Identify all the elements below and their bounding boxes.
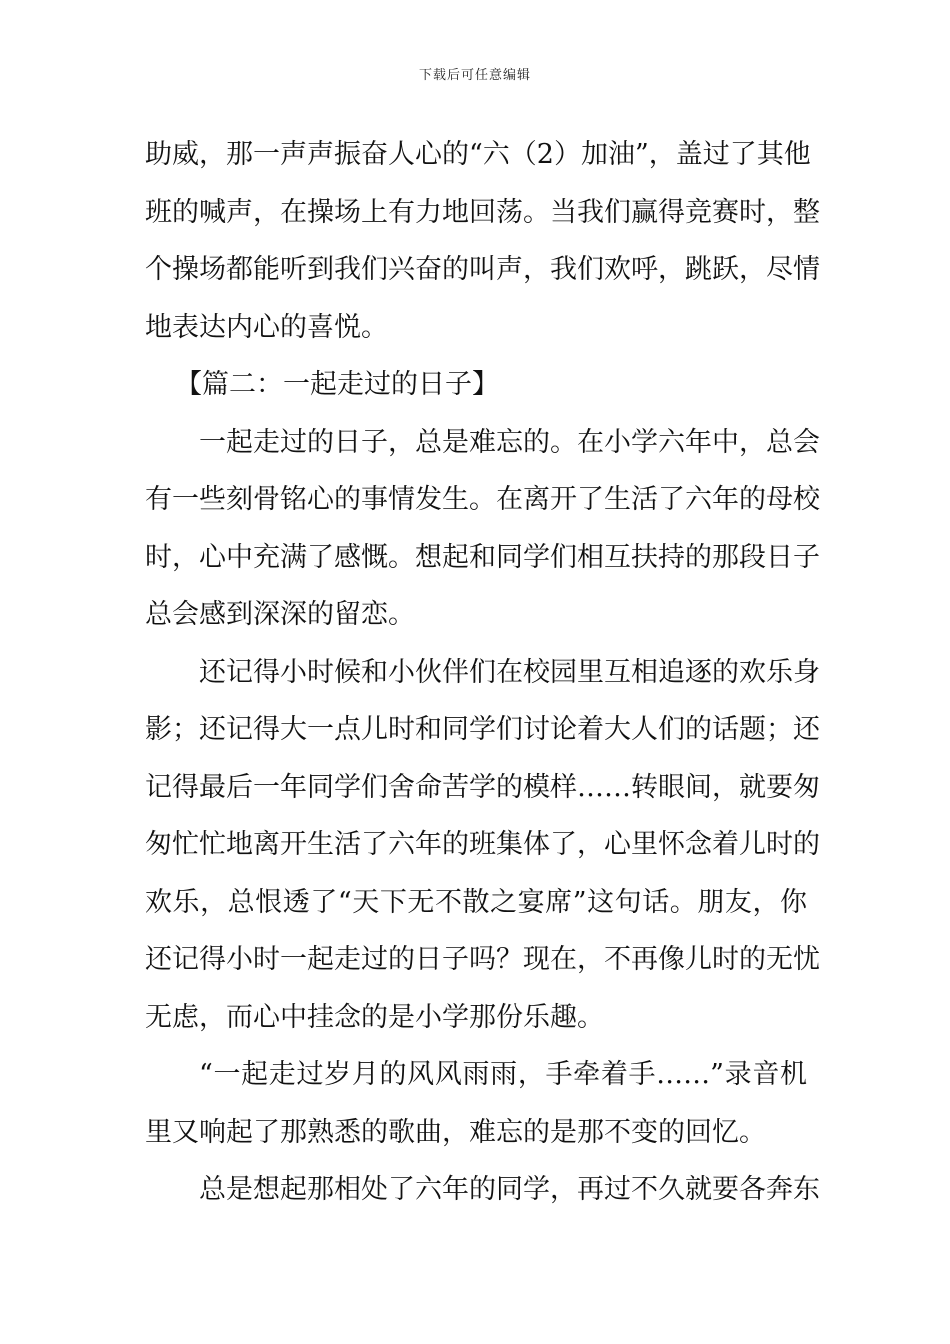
text-line: 总是想起那相处了六年的同学，再过不久就要各奔东 [199, 1174, 820, 1205]
text-line: 还记得小时一起走过的日子吗？现在，不再像儿时的无忧 [145, 944, 820, 975]
text-line: 里又响起了那熟悉的歌曲，难忘的是那不变的回忆。 [145, 1116, 766, 1148]
text-line: 有一些刻骨铭心的事情发生。在离开了生活了六年的母校 [145, 484, 820, 515]
text-line: 还记得小时候和小伙伴们在校园里互相追逐的欢乐身 [199, 656, 820, 688]
text-line: 影；还记得大一点儿时和同学们讨论着大人们的话题；还 [145, 714, 820, 745]
text-line: 欢乐，总恨透了“天下无不散之宴席”这句话。朋友，你 [145, 886, 807, 918]
text-line: 助威，那一声声振奋人心的“六（2）加油”，盖过了其他 [145, 139, 811, 170]
text-line: “一起走过岁月的风风雨雨，手牵着手……”录音机 [199, 1059, 807, 1090]
text-line: 班的喊声，在操场上有力地回荡。当我们赢得竞赛时，整 [145, 196, 820, 228]
text-line: 总会感到深深的留恋。 [145, 599, 415, 630]
text-line: 时，心中充满了感慨。想起和同学们相互扶持的那段日子 [145, 541, 820, 573]
text-line: 记得最后一年同学们舍命苦学的模样……转眼间，就要匆 [145, 771, 820, 803]
text-line: 匆忙忙地离开生活了六年的班集体了，心里怀念着儿时的 [145, 829, 820, 860]
text-line: 地表达内心的喜悦。 [145, 311, 388, 343]
text-line: 无虑，而心中挂念的是小学那份乐趣。 [145, 1001, 604, 1033]
text-line: 一起走过的日子，总是难忘的。在小学六年中，总会 [199, 426, 820, 458]
header-note: 下载后可任意编辑 [418, 68, 531, 83]
section-heading: 【篇二：一起走过的日子】 [175, 369, 499, 400]
text-line: 个操场都能听到我们兴奋的叫声，我们欢呼，跳跃，尽情 [145, 254, 820, 285]
body-text [145, 126, 820, 1219]
